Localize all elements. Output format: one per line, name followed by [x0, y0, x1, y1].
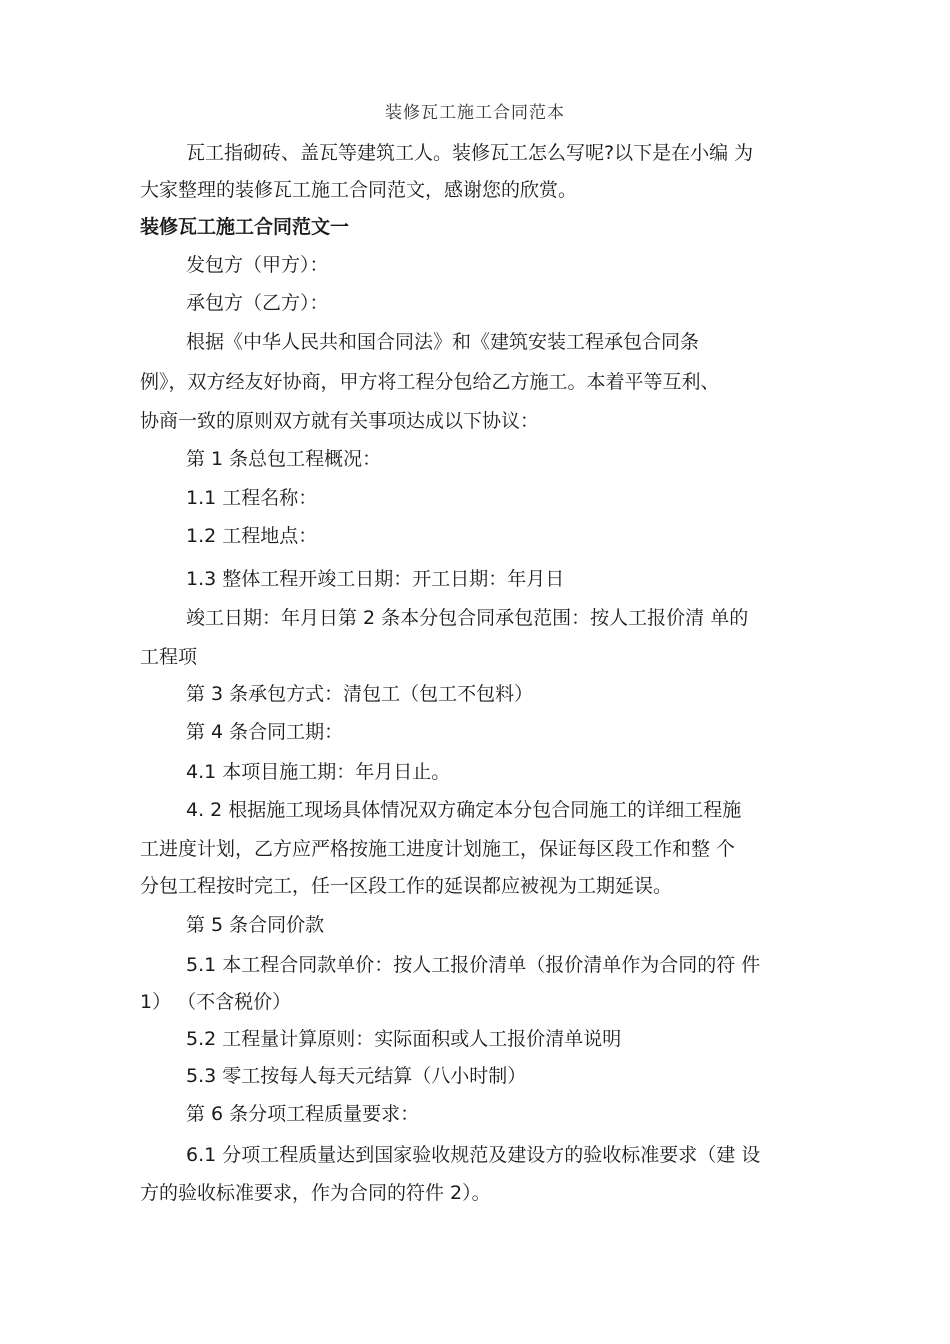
party-b-line: 承包方（乙方）：: [186, 292, 329, 314]
clause-line: 5.3 零工按每人每天元结算（八小时制）: [186, 1065, 527, 1087]
clause-line: 1.3 整体工程开竣工日期：开工日期：年月日: [186, 568, 565, 590]
clause-line: 第 6 条分项工程质量要求：: [186, 1103, 420, 1125]
clause-line: 方的验收标准要求，作为合同的符件 2）。: [140, 1182, 491, 1204]
clause-line: 4.1 本项目施工期：年月日止。: [186, 761, 451, 783]
document-title: 装修瓦工施工合同范本: [385, 103, 565, 123]
clause-line: 第 5 条合同价款: [186, 914, 325, 936]
clause-line: 竣工日期：年月日第 2 条本分包合同承包范围：按人工报价清 单的: [186, 607, 749, 629]
section-heading: 装修瓦工施工合同范文一: [140, 216, 350, 238]
clause-line: 1.1 工程名称：: [186, 487, 318, 509]
clause-line: 5.2 工程量计算原则：实际面积或人工报价清单说明: [186, 1028, 622, 1050]
party-a-line: 发包方（甲方）：: [186, 254, 329, 276]
paragraph-line: 协商一致的原则双方就有关事项达成以下协议：: [140, 410, 540, 432]
clause-line: 1.2 工程地点：: [186, 525, 318, 547]
clause-line: 5.1 本工程合同款单价：按人工报价清单（报价清单作为合同的符 件: [186, 954, 761, 976]
clause-line: 第 4 条合同工期：: [186, 721, 344, 743]
clause-line: 4. 2 根据施工现场具体情况双方确定本分包合同施工的详细工程施: [186, 799, 742, 821]
clause-line: 分包工程按时完工，任一区段工作的延误都应被视为工期延误。: [140, 875, 673, 897]
clause-line: 1） （不含税价）: [140, 991, 292, 1013]
clause-line: 工程项: [140, 646, 198, 668]
clause-line: 工进度计划，乙方应严格按施工进度计划施工，保证每区段工作和整 个: [140, 838, 736, 860]
clause-line: 第 1 条总包工程概况：: [186, 448, 382, 470]
paragraph-line: 例》，双方经友好协商，甲方将工程分包给乙方施工。本着平等互利、: [140, 371, 720, 393]
intro-line-2: 大家整理的装修瓦工施工合同范文，感谢您的欣赏。: [140, 179, 578, 201]
intro-line-1: 瓦工指砌砖、盖瓦等建筑工人。装修瓦工怎么写呢?以下是在小编 为: [186, 142, 754, 164]
clause-line: 6.1 分项工程质量达到国家验收规范及建设方的验收标准要求（建 设: [186, 1144, 761, 1166]
clause-line: 第 3 条承包方式：清包工（包工不包料）: [186, 683, 534, 705]
paragraph-line: 根据《中华人民共和国合同法》和《建筑安装工程承包合同条: [186, 331, 700, 353]
